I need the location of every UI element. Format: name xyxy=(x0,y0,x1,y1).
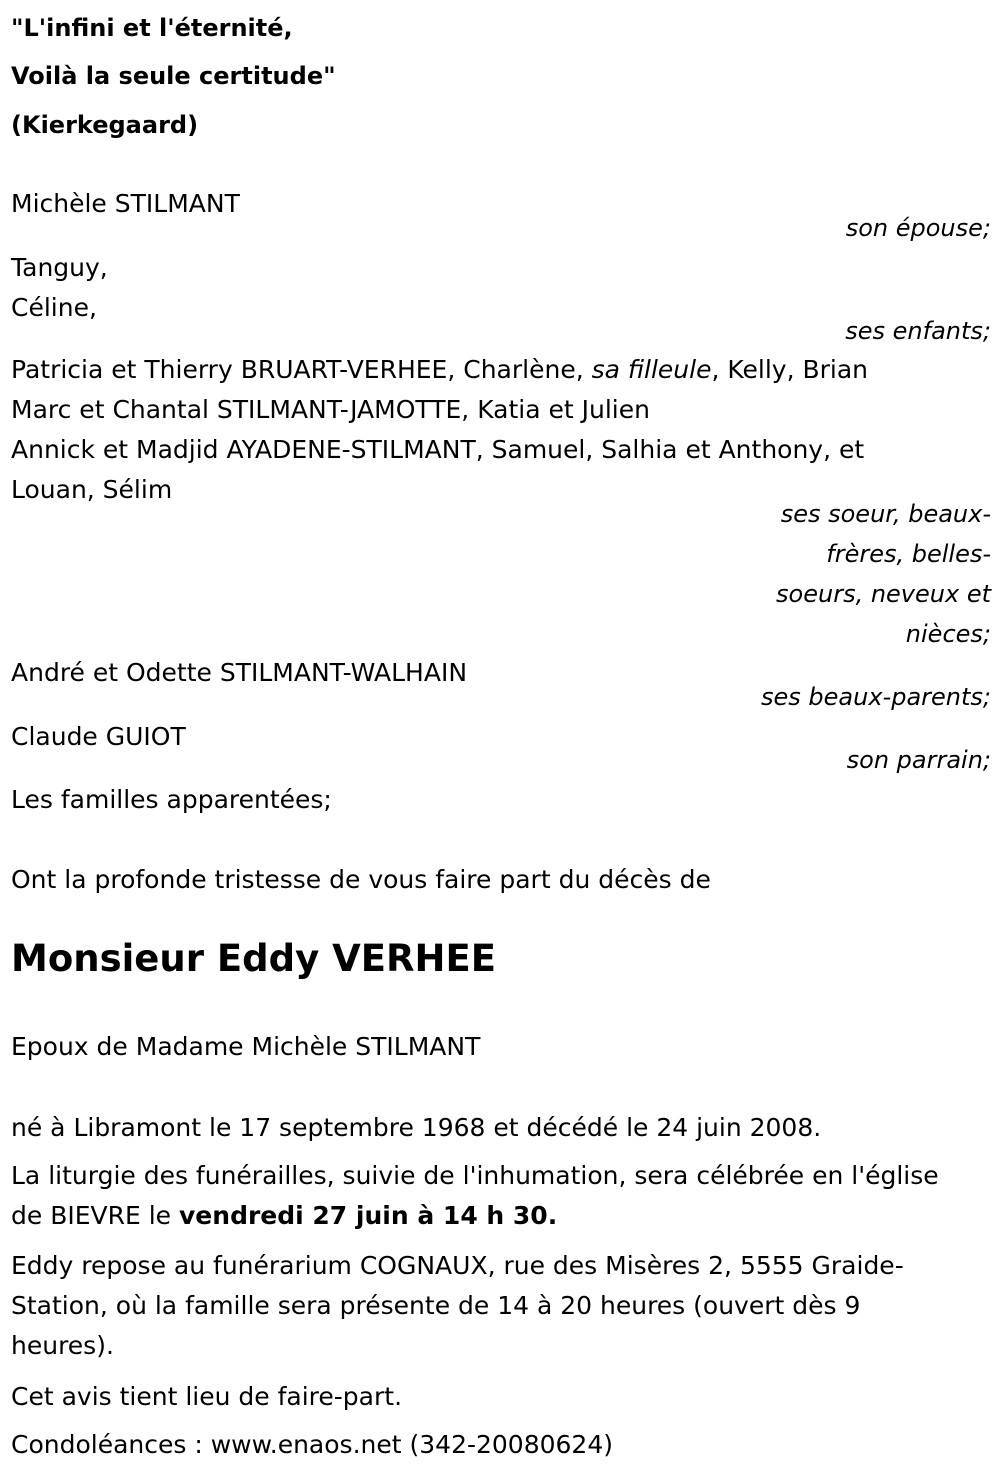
goddaughter-note: sa filleule xyxy=(591,355,712,384)
resting-line: Eddy repose au funérarium COGNAUX, rue des Misères 2, 5555 Graide- xyxy=(11,1251,904,1280)
child-name: Céline, xyxy=(11,293,97,322)
sibling-line: Marc et Chantal STILMANT-JAMOTTE, Katia et Julien xyxy=(11,395,650,424)
siblings-role: soeurs, neveux et xyxy=(776,580,991,608)
sibling-text: , Kelly, Brian xyxy=(711,355,869,384)
sibling-line: Annick et Madjid AYADENE-STILMANT, Samuel, Salhia et Anthony, et xyxy=(11,435,865,464)
child-name: Tanguy, xyxy=(11,253,108,282)
quote-author: (Kierkegaard) xyxy=(11,111,199,139)
sibling-line: Louan, Sélim xyxy=(11,475,173,504)
children-role: ses enfants; xyxy=(845,317,991,345)
godfather-role: son parrain; xyxy=(846,746,991,774)
inlaws-name: André et Odette STILMANT-WALHAIN xyxy=(11,658,468,687)
announcement-intro: Ont la profonde tristesse de vous faire part du décès de xyxy=(11,865,711,894)
related-families: Les familles apparentées; xyxy=(11,785,332,814)
quote-line-1: "L'infini et l'éternité, xyxy=(11,14,293,42)
inlaws-role: ses beaux-parents; xyxy=(761,683,991,711)
liturgy-place: de BIEVRE le xyxy=(11,1201,180,1230)
godfather-name: Claude GUIOT xyxy=(11,722,186,751)
sibling-line xyxy=(11,355,868,385)
spouse-role: son épouse; xyxy=(845,214,991,242)
sibling-text: Patricia et Thierry BRUART-VERHEE, Charlène, xyxy=(11,355,592,384)
siblings-role: nièces; xyxy=(905,620,991,648)
spouse-of: Epoux de Madame Michèle STILMANT xyxy=(11,1032,481,1061)
siblings-role: ses soeur, beaux- xyxy=(780,500,991,528)
resting-line: Station, où la famille sera présente de 14 à 20 heures (ouvert dès 9 xyxy=(11,1291,861,1320)
siblings-role: frères, belles- xyxy=(826,540,991,568)
notice-line: Cet avis tient lieu de faire-part. xyxy=(11,1382,403,1411)
quote-line-2: Voilà la seule certitude" xyxy=(11,62,336,90)
condolences-line: Condoléances : www.enaos.net (342-20080624) xyxy=(11,1430,613,1459)
spouse-name: Michèle STILMANT xyxy=(11,189,240,218)
liturgy-line: La liturgie des funérailles, suivie de l'inhumation, sera célébrée en l'église xyxy=(11,1161,939,1190)
liturgy-line xyxy=(11,1201,557,1231)
birth-death: né à Libramont le 17 septembre 1968 et décédé le 24 juin 2008. xyxy=(11,1113,822,1142)
resting-line: heures). xyxy=(11,1331,114,1360)
funeral-date: vendredi 27 juin à 14 h 30. xyxy=(179,1201,558,1230)
deceased-name: Monsieur Eddy VERHEE xyxy=(11,937,497,980)
